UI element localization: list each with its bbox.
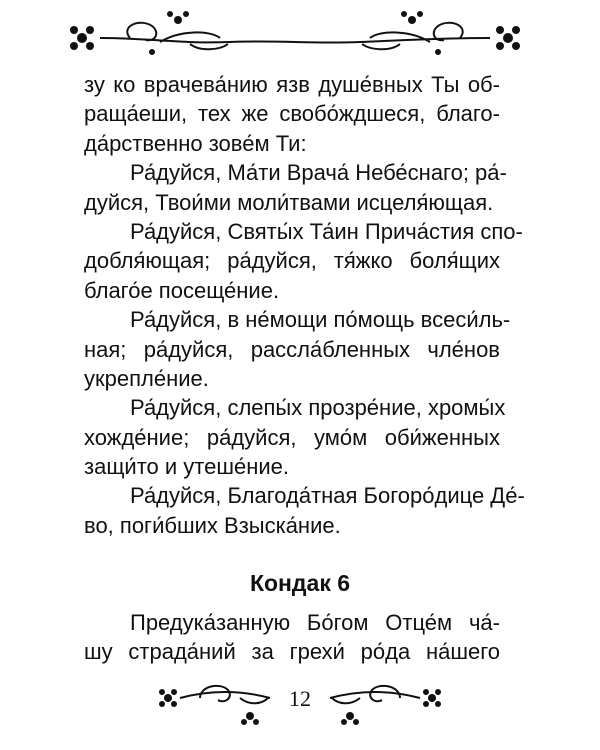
text-line: Ра́дуйся, слепы́х прозре́ние, хромы́х bbox=[130, 395, 506, 421]
text-line: да́рственно зове́м Ти: bbox=[84, 130, 307, 156]
text-line: зу ко врачева́нию язв душе́вных Ты об- bbox=[84, 72, 500, 97]
text-line: Ра́дуйся, в не́мощи по́мощь всеси́ль- bbox=[130, 307, 511, 333]
text-line: Ра́дуйся, Ма́ти Врача́ Небе́снаго; ра́- bbox=[130, 160, 507, 186]
prayer-text bbox=[84, 70, 525, 540]
section-heading: Кондак 6 bbox=[249, 570, 351, 596]
text-line: хожде́ние; ра́дуйся, умо́м оби́женных bbox=[84, 424, 500, 450]
text-line: благо́е посеще́ние. bbox=[84, 277, 280, 303]
text-line: добля́ющая; ра́дуйся, тя́жко боля́щих bbox=[84, 248, 500, 274]
text-line: дуйся, Твои́ми моли́твами исцеля́ющая. bbox=[84, 189, 494, 215]
text-line: укрепле́ние. bbox=[84, 365, 209, 391]
text-line: во, поги́бших Взыска́ние. bbox=[84, 512, 341, 538]
text-line: Ра́дуйся, Благода́тная Богоро́дице Де́- bbox=[130, 483, 525, 509]
text-line: Предука́занную Бо́гом Отце́м ча́- bbox=[130, 610, 500, 635]
text-line: ная; ра́дуйся, рассла́бленных чле́нов bbox=[84, 336, 500, 362]
text-line: шу страда́ний за грехи́ ро́да на́шего bbox=[84, 639, 500, 665]
text-line: раща́еши, тех же свобо́ждшеся, благо- bbox=[84, 101, 500, 127]
text-line: Ра́дуйся, Святы́х Та́ин Прича́стия спо- bbox=[130, 218, 523, 244]
top-ornament-icon bbox=[60, 8, 530, 60]
kontak-text bbox=[84, 608, 500, 667]
page-number bbox=[0, 686, 600, 712]
page-number-text: 12 bbox=[283, 686, 317, 711]
text-line: защи́то и утеше́ние. bbox=[84, 454, 290, 480]
